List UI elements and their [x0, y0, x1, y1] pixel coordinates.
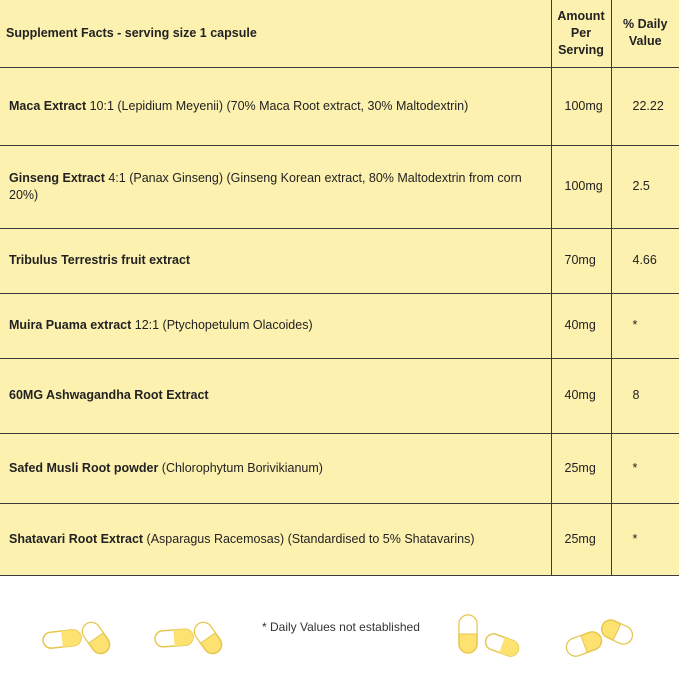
- daily-values-note: * Daily Values not established: [262, 620, 420, 634]
- ingredient-cell: [0, 145, 551, 228]
- table-header-row: [0, 0, 679, 67]
- capsule-icon: [452, 612, 524, 662]
- amount-cell: 40mg: [551, 293, 611, 358]
- table-row: [0, 358, 679, 433]
- ingredient-name: Tribulus Terrestris fruit extract: [9, 253, 191, 267]
- dv-label-line-2: Value: [628, 34, 662, 49]
- ingredient-detail: (Asparagus Racemosas) (Standardised to 5% Shatavarins): [143, 531, 475, 546]
- ingredient-name: 60MG Ashwagandha Root Extract: [9, 388, 209, 402]
- ingredient-cell: [0, 293, 551, 358]
- amount-cell: 100mg: [551, 145, 611, 228]
- amount-label-line-1: Amount: [557, 8, 605, 23]
- capsule-icon: [40, 616, 116, 660]
- capsule-icon: [152, 616, 228, 660]
- daily-value-cell: *: [611, 433, 679, 503]
- amount-cell: 70mg: [551, 228, 611, 293]
- ingredient-name: Maca Extract: [9, 98, 87, 113]
- ingredient-cell: [0, 228, 551, 293]
- ingredient-detail: 4:1 (Panax Ginseng) (Ginseng Korean extract, 80% Maltodextrin from corn 20%): [9, 170, 522, 202]
- daily-value-header: [611, 0, 679, 67]
- amount-cell: 40mg: [551, 358, 611, 433]
- dv-label-line-1: % Daily: [623, 17, 668, 32]
- capsule-icon: [562, 612, 638, 662]
- table-row: [0, 293, 679, 358]
- ingredient-cell: [0, 67, 551, 145]
- amount-cell: 25mg: [551, 503, 611, 575]
- ingredient-cell: [0, 358, 551, 433]
- amount-cell: 25mg: [551, 433, 611, 503]
- ingredient-detail: 12:1 (Ptychopetulum Olacoides): [131, 318, 313, 332]
- table-title: Supplement Facts - serving size 1 capsule: [0, 0, 551, 67]
- daily-value-cell: 22.22: [611, 67, 679, 145]
- amount-per-serving-header: [551, 0, 611, 67]
- daily-value-cell: 4.66: [611, 228, 679, 293]
- daily-value-cell: 8: [611, 358, 679, 433]
- ingredient-cell: [0, 503, 551, 575]
- daily-value-cell: *: [611, 293, 679, 358]
- table-row: [0, 145, 679, 228]
- ingredient-cell: [0, 433, 551, 503]
- ingredient-detail: (Chlorophytum Borivikianum): [158, 460, 323, 475]
- daily-value-cell: *: [611, 503, 679, 575]
- table-row: [0, 228, 679, 293]
- amount-label-line-2: Per Serving: [558, 25, 604, 57]
- table-row: [0, 67, 679, 145]
- table-row: [0, 433, 679, 503]
- footer: [0, 576, 679, 679]
- ingredient-name: Shatavari Root Extract: [9, 531, 144, 546]
- ingredient-name: Muira Puama extract: [9, 318, 132, 332]
- ingredient-detail: 10:1 (Lepidium Meyenii) (70% Maca Root extract, 30% Maltodextrin): [86, 98, 469, 113]
- ingredient-name: Ginseng Extract: [9, 170, 105, 185]
- ingredient-name: Safed Musli Root powder: [9, 460, 159, 475]
- table-row: [0, 503, 679, 575]
- daily-value-cell: 2.5: [611, 145, 679, 228]
- amount-cell: 100mg: [551, 67, 611, 145]
